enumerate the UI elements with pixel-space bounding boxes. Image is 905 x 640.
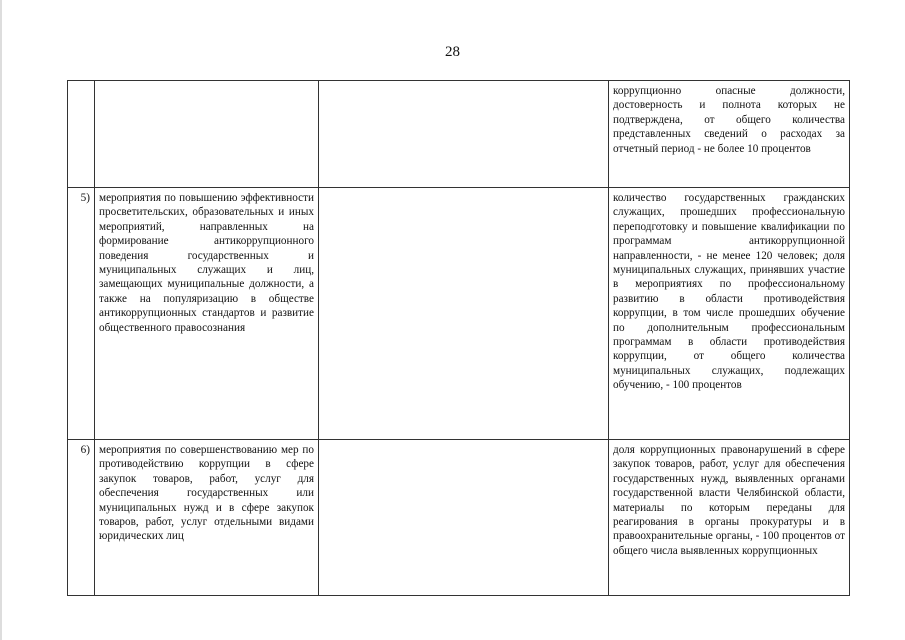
- page-number: 28: [445, 44, 460, 60]
- row-number: 5): [68, 188, 95, 440]
- indicator-cell: коррупционно опасные должности, достоверность и полнота которых не подтверждена, от общего количества представленных сведений о расходах за отчетный период - не более 10 процентов: [609, 81, 850, 188]
- scan-edge: [0, 0, 2, 640]
- row-number: [68, 81, 95, 188]
- row-number: 6): [68, 440, 95, 596]
- table-row: [68, 188, 850, 440]
- program-table: [67, 80, 850, 596]
- indicator-cell: доля коррупционных правонарушений в сфере закупок товаров, работ, услуг для обеспечения государственных нужд, выявленных органами государственной власти Челябинской области, материалы по которым переданы для реагирования в органы прокуратуры и в правоохранительные органы, - 100 процентов от общего числа выявленных коррупционных: [609, 440, 850, 596]
- table-row: [68, 440, 850, 596]
- middle-cell: [319, 188, 609, 440]
- indicator-cell: количество государственных гражданских служащих, прошедших профессиональную переподготовку и повышение квалификации по программам антикоррупционной направленности, - не менее 120 человек; доля муниципальных служащих, принявших участие в мероприятиях по профессиональному развитию в области противодействия коррупции, в том числе прошедших обучение по дополнительным профессиональным программам в области противодействия коррупции, от общего количества муниципальных служащих, подлежащих обучению, - 100 процентов: [609, 188, 850, 440]
- measure-cell: мероприятия по совершенствованию мер по противодействию коррупции в сфере закупок товаров, работ, услуг для обеспечения государственных или муниципальных нужд и в сфере закупок товаров, работ, услуг отдельными видами юридических лиц: [95, 440, 319, 596]
- measure-cell: [95, 81, 319, 188]
- middle-cell: [319, 81, 609, 188]
- middle-cell: [319, 440, 609, 596]
- table-row: [68, 81, 850, 188]
- measure-cell: мероприятия по повышению эффективности просветительских, образовательных и иных мероприятий, направленных на формирование антикоррупционного поведения государственных и муниципальных служащих и лиц, замещающих муниципальные должности, а также на популяризацию в обществе антикоррупционных стандартов и развитие общественного правосознания: [95, 188, 319, 440]
